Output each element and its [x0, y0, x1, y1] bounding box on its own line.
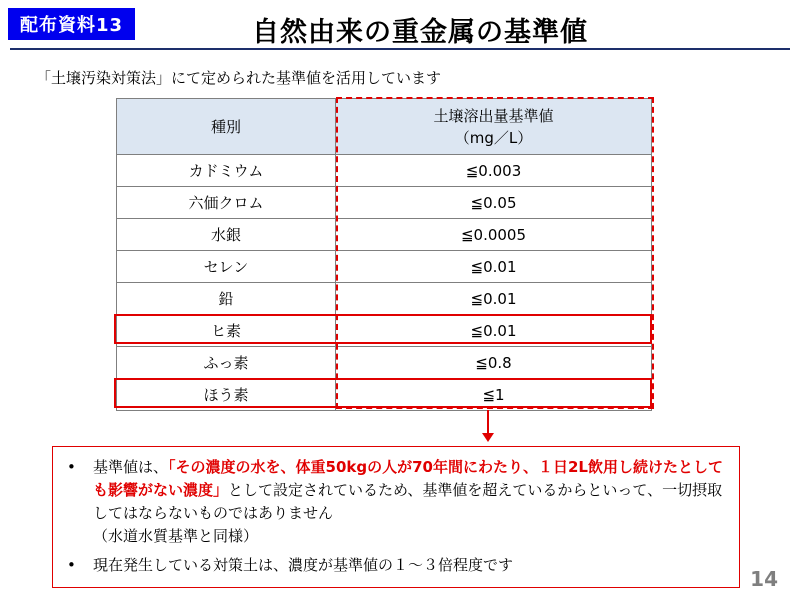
title-divider: [10, 48, 790, 50]
table-row: [117, 187, 652, 219]
handout-tag: 配布資料13: [8, 8, 135, 40]
page-number: 14: [750, 567, 778, 591]
note-text-intro: 基準値は、: [93, 458, 169, 476]
table-row: [117, 315, 652, 347]
bullet-icon: •: [67, 458, 76, 476]
note-box: [52, 446, 740, 588]
table-row: [117, 347, 652, 379]
header-standard: [336, 99, 652, 155]
note-subtext: （水道水質基準と同様）: [93, 527, 259, 545]
standards-table: [116, 98, 652, 411]
standard-value: ≦0.01: [336, 251, 652, 283]
table-row: [117, 283, 652, 315]
substance-name: ふっ素: [117, 347, 336, 379]
table-row: [117, 219, 652, 251]
table-row: [117, 379, 652, 411]
table-header-row: [117, 99, 652, 155]
bullet-icon: •: [67, 556, 76, 574]
substance-name: 水銀: [117, 219, 336, 251]
note-emphasis: 「その濃度の水を、体重50kgの人が70年間にわたり、１日2L飲用し続けたとしても影響がない濃度」: [93, 458, 723, 499]
lead-text: 「土壌汚染対策法」にて定められた基準値を活用しています: [36, 69, 442, 87]
standard-value: ≦0.05: [336, 187, 652, 219]
standard-value: ≦0.8: [336, 347, 652, 379]
standard-value: ≦0.0005: [336, 219, 652, 251]
substance-name: カドミウム: [117, 155, 336, 187]
note-item: [67, 456, 729, 548]
substance-name: ヒ素: [117, 315, 336, 347]
header-standard-unit: （mg／L）: [454, 128, 533, 147]
header-standard-title: 土壌溶出量基準値: [433, 106, 554, 125]
standard-value: ≦0.003: [336, 155, 652, 187]
substance-name: セレン: [117, 251, 336, 283]
header-type: 種別: [117, 99, 336, 155]
page-title: 自然由来の重金属の基準値: [252, 17, 588, 48]
note-text: [93, 456, 729, 548]
standard-value: ≦0.01: [336, 315, 652, 347]
substance-name: ほう素: [117, 379, 336, 411]
table-row: [117, 155, 652, 187]
note-text-rest: として設定されているため、基準値を超えているからといって、一切摂取してはならないものではありません: [93, 481, 723, 522]
substance-name: 六価クロム: [117, 187, 336, 219]
standard-value: ≦1: [336, 379, 652, 411]
substance-name: 鉛: [117, 283, 336, 315]
table-row: [117, 251, 652, 283]
note-item: [67, 554, 729, 577]
standard-value: ≦0.01: [336, 283, 652, 315]
arrow-down-icon: [482, 433, 494, 442]
note-text: 現在発生している対策土は、濃度が基準値の１～３倍程度です: [93, 556, 514, 574]
